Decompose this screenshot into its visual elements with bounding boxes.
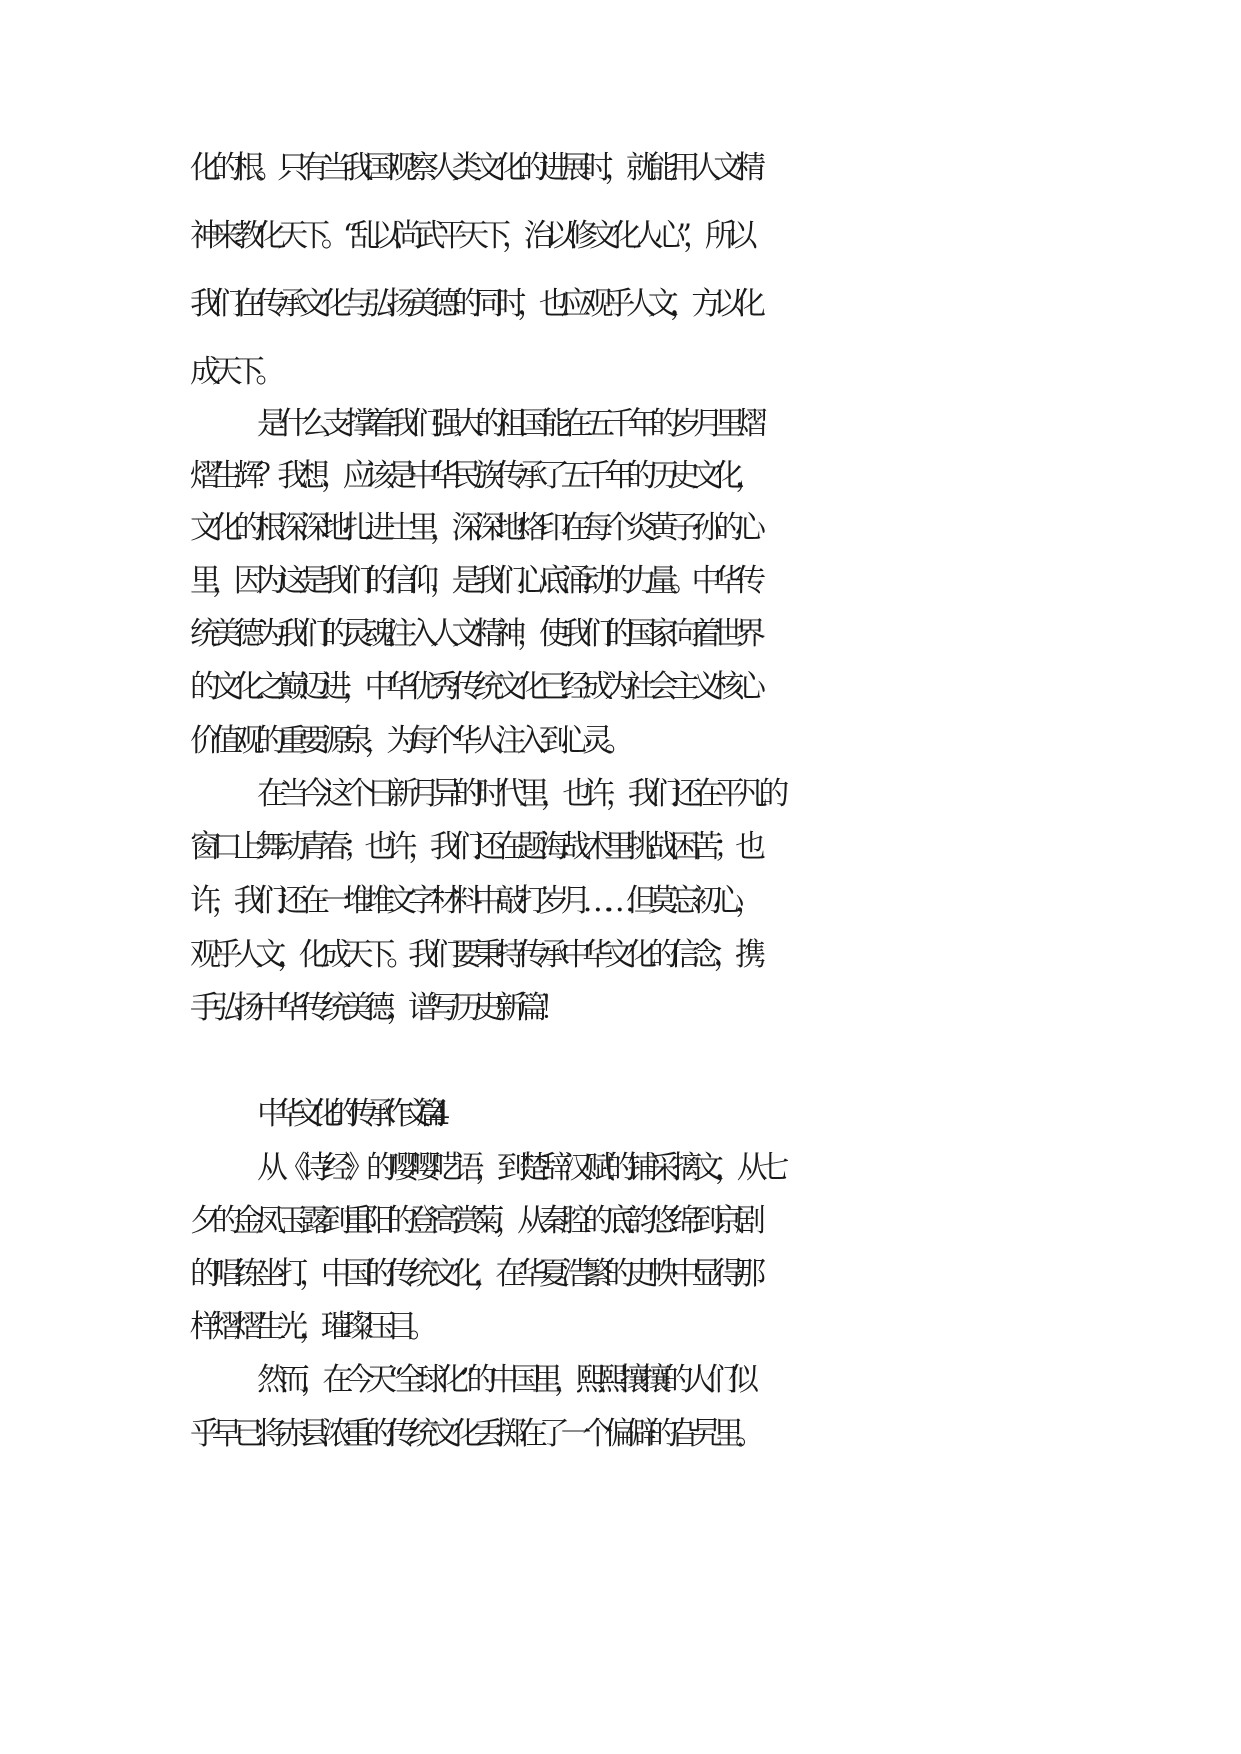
- text-line: 神来教化天下。“乱以尚武平天下，治以修文化人心”，所以: [190, 218, 749, 254]
- text-line: 文化的根深深地扎进土里，深深地烙印在每个炎黄子孙的心: [190, 510, 757, 546]
- paragraph-first-line: 从《诗经》的嘤嘤呓语，到楚辞汉赋的铺采摛文，从七: [257, 1150, 781, 1186]
- section-heading: 中华文化的传承作文 篇 4: [257, 1096, 438, 1132]
- text-line: 我们在传承文化与弘扬美德的同时，也应观乎人文，方以化: [190, 286, 757, 322]
- text-line: 观乎人文，化成天下。我们要秉持传承中华文化的信念，携: [190, 937, 757, 973]
- paragraph-first-line: 然而，在今天“全球化”的中国里，熙熙攘攘的人们似: [257, 1362, 750, 1398]
- text-line: 许，我们还在一堆堆文字材料中敲打岁月……但莫忘初心，: [190, 883, 757, 919]
- text-line: 成天下。: [190, 354, 278, 390]
- paragraph-first-line: 是什么支撑着我们强大的祖国能在五千年的岁月里熠: [257, 406, 759, 442]
- text-line: 乎早已将赤县浓重的传统文化丢掷在了一个偏僻的旮旯里。: [190, 1416, 757, 1452]
- text-line: 统美德为我们的灵魂注入人文精神，使我们的国家向着世界: [190, 616, 757, 652]
- text-line: 手弘扬中华传统美德，谱写历史新篇！: [190, 990, 561, 1026]
- text-line: 价值观的重要源泉，为每个华人注入到心灵。: [190, 723, 626, 759]
- text-line: 的文化之巅迈进，中华优秀传统文化已经成为社会主义核心: [190, 669, 757, 705]
- text-line: 夕的金凤玉露到重阳的登高赏菊，从秦腔的底韵悠绵到京剧: [190, 1203, 757, 1239]
- text-line: 熠生辉？我想，应该是中华民族传承了五千年的历史文化，: [190, 458, 757, 494]
- paragraph-first-line: 在当今这个日新月异的时代里，也许，我们还在平凡的: [257, 776, 781, 812]
- text-line: 窗口上舞动青春；也许，我们还在题海战术里挑战困苦；也: [190, 829, 757, 865]
- text-line: 样熠熠生光，璀璨压目。: [190, 1309, 430, 1345]
- text-line: 化的根。只有当我国观察人类文化的进展时，就能用人文精: [190, 150, 757, 186]
- text-line: 里，因为这是我们的信仰，是我们心底涌动的力量。中华传: [190, 563, 757, 599]
- text-line: 的唱练坐打，中国的传统文化，在华夏浩繁的史帙中显得那: [190, 1256, 757, 1292]
